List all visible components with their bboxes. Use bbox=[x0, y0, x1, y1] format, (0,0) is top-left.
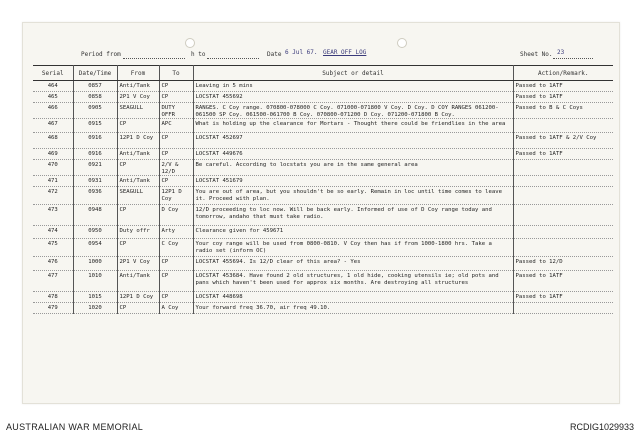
cell-from: Duty offr bbox=[117, 226, 159, 239]
cell-subject: RANGES. C Coy range. 070800-078000 C Coy. 071000-071800 V Coy. D Coy. D COY RANGES 061200-061500 SP Coy. 061500-061700 B Coy. 070800-071200 D Coy. 071200-071800 B Coy. bbox=[193, 103, 513, 119]
table-row bbox=[33, 205, 613, 226]
cell-time: 1000 bbox=[73, 257, 117, 271]
table-row bbox=[33, 271, 613, 292]
log-table bbox=[33, 65, 613, 314]
sheet-label: Sheet No. bbox=[520, 51, 553, 58]
cell-time: 0905 bbox=[73, 103, 117, 119]
cell-from: 2P1 V Coy bbox=[117, 92, 159, 103]
cell-serial: 464 bbox=[33, 81, 73, 92]
table-row bbox=[33, 149, 613, 160]
cell-action bbox=[513, 119, 613, 133]
cell-action bbox=[513, 226, 613, 239]
cell-from: Anti/Tank bbox=[117, 149, 159, 160]
war-diary-sheet bbox=[22, 22, 620, 404]
table-row bbox=[33, 303, 613, 314]
sheet-value: 23 bbox=[557, 49, 565, 56]
cell-action bbox=[513, 160, 613, 176]
footer-credit: AUSTRALIAN WAR MEMORIAL bbox=[6, 422, 144, 432]
cell-time: 0857 bbox=[73, 81, 117, 92]
cell-subject: You are out of area, but you shouldn't be so early. Remain in loc until time comes to leave it. Proceed with plan. bbox=[193, 187, 513, 205]
cell-to: CP bbox=[159, 176, 193, 187]
table-row bbox=[33, 292, 613, 303]
cell-action: Passed to 1ATF bbox=[513, 81, 613, 92]
footer-id: RCDIG1029933 bbox=[569, 422, 634, 432]
cell-action bbox=[513, 187, 613, 205]
table-row bbox=[33, 187, 613, 205]
table-row bbox=[33, 92, 613, 103]
cell-serial: 470 bbox=[33, 160, 73, 176]
cell-from: CP bbox=[117, 239, 159, 257]
cell-action bbox=[513, 176, 613, 187]
cell-time: 0915 bbox=[73, 119, 117, 133]
cell-from: CP bbox=[117, 303, 159, 314]
cell-time: 1015 bbox=[73, 292, 117, 303]
cell-subject: LOCSTAT 452697 bbox=[193, 133, 513, 149]
cell-time: 0916 bbox=[73, 149, 117, 160]
cell-serial: 475 bbox=[33, 239, 73, 257]
cell-from: Anti/Tank bbox=[117, 176, 159, 187]
cell-serial: 477 bbox=[33, 271, 73, 292]
to-label: h to bbox=[191, 51, 206, 58]
period-line bbox=[123, 58, 185, 59]
cell-subject: Leaving in 5 mins bbox=[193, 81, 513, 92]
cell-action bbox=[513, 303, 613, 314]
cell-to: Arty bbox=[159, 226, 193, 239]
cell-to: 12P1 D Coy bbox=[159, 187, 193, 205]
cell-serial: 476 bbox=[33, 257, 73, 271]
cell-subject: What is holding up the clearance for Mortars - Thought there could be friendlies in the area bbox=[193, 119, 513, 133]
cell-from: SEAGULL bbox=[117, 187, 159, 205]
cell-subject: Be careful. According to locstats you are in the same general area bbox=[193, 160, 513, 176]
date-label: Date bbox=[267, 51, 282, 58]
cell-time: 0950 bbox=[73, 226, 117, 239]
cell-serial: 478 bbox=[33, 292, 73, 303]
col-serial: Serial bbox=[33, 66, 73, 81]
cell-action: Passed to 12/D bbox=[513, 257, 613, 271]
table-row bbox=[33, 81, 613, 92]
cell-time: 1020 bbox=[73, 303, 117, 314]
punch-hole-right bbox=[397, 38, 407, 48]
cell-from: Anti/Tank bbox=[117, 81, 159, 92]
punch-hole-left bbox=[185, 38, 195, 48]
cell-to: CP bbox=[159, 292, 193, 303]
cell-action bbox=[513, 239, 613, 257]
cell-subject: LOCSTAT 449676 bbox=[193, 149, 513, 160]
cell-action: Passed to B & C Coys bbox=[513, 103, 613, 119]
table-row bbox=[33, 257, 613, 271]
cell-serial: 465 bbox=[33, 92, 73, 103]
table-row bbox=[33, 160, 613, 176]
cell-to: 2/V & 12/D bbox=[159, 160, 193, 176]
to-line bbox=[207, 58, 259, 59]
cell-subject: LOCSTAT 453684. Have found 2 old structures, 1 old hide, cooking utensils ie; old pots and pans which haven't been used for approx six months. Are destroying all structures bbox=[193, 271, 513, 292]
cell-to: DUTY OFFR bbox=[159, 103, 193, 119]
cell-serial: 471 bbox=[33, 176, 73, 187]
cell-subject: Your forward freq 36.70, air freq 49.10. bbox=[193, 303, 513, 314]
cell-action: Passed to 1ATF bbox=[513, 292, 613, 303]
cell-to: CP bbox=[159, 81, 193, 92]
cell-serial: 468 bbox=[33, 133, 73, 149]
log-body bbox=[33, 81, 613, 314]
cell-time: 0936 bbox=[73, 187, 117, 205]
cell-action: Passed to 1ATF & 2/V Coy bbox=[513, 133, 613, 149]
cell-action: Passed to 1ATF bbox=[513, 92, 613, 103]
table-row bbox=[33, 133, 613, 149]
table-row bbox=[33, 103, 613, 119]
cell-from: 12P1 D Coy bbox=[117, 133, 159, 149]
cell-subject: LOCSTAT 455692 bbox=[193, 92, 513, 103]
cell-time: 0858 bbox=[73, 92, 117, 103]
cell-subject: Your coy range will be used from 0800-0810. V Coy then has if from 1000-1800 hrs. Take a radio set (inform OC) bbox=[193, 239, 513, 257]
cell-action bbox=[513, 205, 613, 226]
table-header-row bbox=[33, 66, 613, 81]
cell-from: 2P1 V Coy bbox=[117, 257, 159, 271]
cell-from: CP bbox=[117, 160, 159, 176]
cell-serial: 479 bbox=[33, 303, 73, 314]
col-from: From bbox=[117, 66, 159, 81]
cell-from: CP bbox=[117, 119, 159, 133]
cell-to: CP bbox=[159, 133, 193, 149]
date-value: 6 Jul 67. bbox=[285, 49, 318, 56]
cell-subject: Clearance given for 459671 bbox=[193, 226, 513, 239]
cell-to: CP bbox=[159, 149, 193, 160]
cell-subject: LOCSTAT 448698 bbox=[193, 292, 513, 303]
sheet-line bbox=[553, 58, 593, 59]
cell-serial: 469 bbox=[33, 149, 73, 160]
cell-to: CP bbox=[159, 257, 193, 271]
cell-to: APC bbox=[159, 119, 193, 133]
col-datetime: Date/Time bbox=[73, 66, 117, 81]
cell-to: C Coy bbox=[159, 239, 193, 257]
cell-time: 0948 bbox=[73, 205, 117, 226]
cell-to: D Coy bbox=[159, 205, 193, 226]
cell-to: A Coy bbox=[159, 303, 193, 314]
cell-serial: 467 bbox=[33, 119, 73, 133]
cell-time: 0954 bbox=[73, 239, 117, 257]
cell-from: SEAGULL bbox=[117, 103, 159, 119]
col-subject: Subject or detail bbox=[193, 66, 513, 81]
table-row bbox=[33, 176, 613, 187]
table-row bbox=[33, 226, 613, 239]
cell-to: CP bbox=[159, 271, 193, 292]
cell-time: 1010 bbox=[73, 271, 117, 292]
period-label: Period from bbox=[81, 51, 121, 58]
cell-from: 12P1 D Coy bbox=[117, 292, 159, 303]
cell-time: 0916 bbox=[73, 133, 117, 149]
office-value: GEAR OFF LOG bbox=[323, 49, 367, 56]
cell-from: CP bbox=[117, 205, 159, 226]
cell-subject: 12/D proceeding to loc now. Will be back early. Informed of use of D Coy range today and tomorrow, andaho that must take radio. bbox=[193, 205, 513, 226]
cell-action: Passed to 1ATF bbox=[513, 149, 613, 160]
cell-serial: 466 bbox=[33, 103, 73, 119]
cell-subject: LOCSTAT 455694. Is 12/D clear of this area? - Yes bbox=[193, 257, 513, 271]
cell-serial: 472 bbox=[33, 187, 73, 205]
table-row bbox=[33, 239, 613, 257]
cell-action: Passed to 1ATF bbox=[513, 271, 613, 292]
cell-to: CP bbox=[159, 92, 193, 103]
cell-time: 0921 bbox=[73, 160, 117, 176]
cell-subject: LOCSTAT 451679 bbox=[193, 176, 513, 187]
col-action: Action/Remark. bbox=[513, 66, 613, 81]
cell-time: 0931 bbox=[73, 176, 117, 187]
table-row bbox=[33, 119, 613, 133]
cell-serial: 474 bbox=[33, 226, 73, 239]
col-to: To bbox=[159, 66, 193, 81]
cell-from: Anti/Tank bbox=[117, 271, 159, 292]
cell-serial: 473 bbox=[33, 205, 73, 226]
